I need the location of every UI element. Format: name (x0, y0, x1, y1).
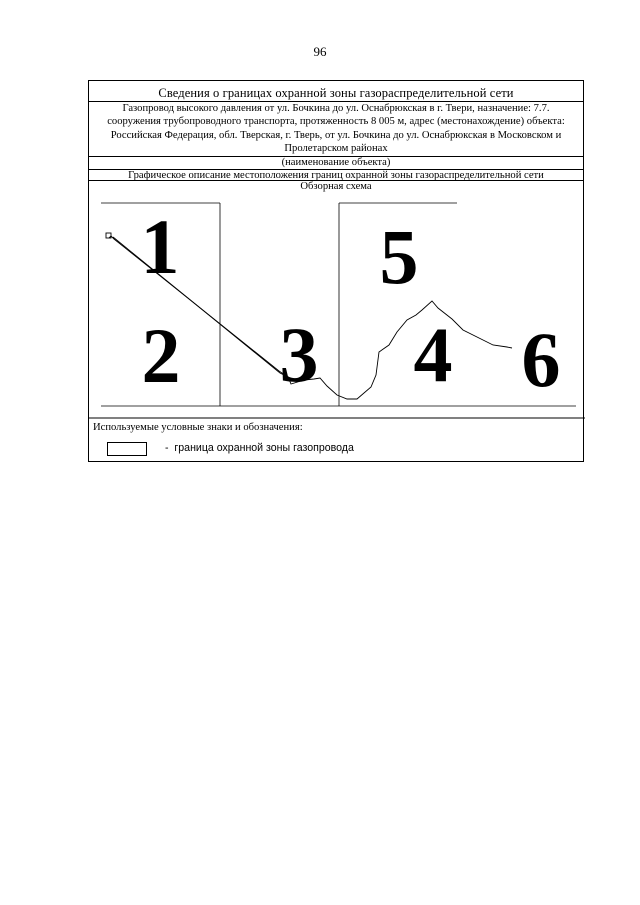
sheet-number-6: 6 (521, 316, 561, 403)
object-description-line: сооружения трубопроводного транспорта, протяженность 8 005 м, адрес (местонахождение) объекта: (107, 116, 565, 128)
object-description-line: Пролетарском районах (284, 143, 388, 155)
sheet-number-5: 5 (379, 213, 419, 300)
object-description-line: Российская Федерация, обл. Тверская, г. Тверь, от ул. Бочкина до ул. Оснабрюкская в Московском и (110, 129, 562, 141)
overview-scheme-map (89, 81, 585, 463)
page-number: 96 (313, 44, 327, 59)
sheet-number-4: 4 (413, 311, 453, 398)
sheet-number-2: 2 (141, 312, 181, 399)
legend-boundary-swatch (107, 442, 147, 456)
overview-scheme-title: Обзорная схема (300, 181, 372, 192)
legend-title: Используемые условные знаки и обозначения: (93, 422, 303, 433)
boundary-info-form (88, 80, 584, 462)
graphic-description-title: Графическое описание местоположения границ охранной зоны газораспределительной сети (128, 170, 544, 181)
sheet-number-3: 3 (279, 311, 319, 398)
legend-label: граница охранной зоны газопровода (174, 442, 354, 454)
form-title: Сведения о границах охранной зоны газораспределительной сети (158, 86, 514, 100)
sheet-number-1: 1 (140, 203, 180, 290)
legend-item (165, 442, 354, 454)
object-name-caption: (наименование объекта) (281, 157, 391, 168)
object-description-line: Газопровод высокого давления от ул. Бочкина до ул. Оснабрюкская в г. Твери, назначение: 7.7. (122, 103, 550, 114)
legend-separator: - (165, 442, 169, 454)
